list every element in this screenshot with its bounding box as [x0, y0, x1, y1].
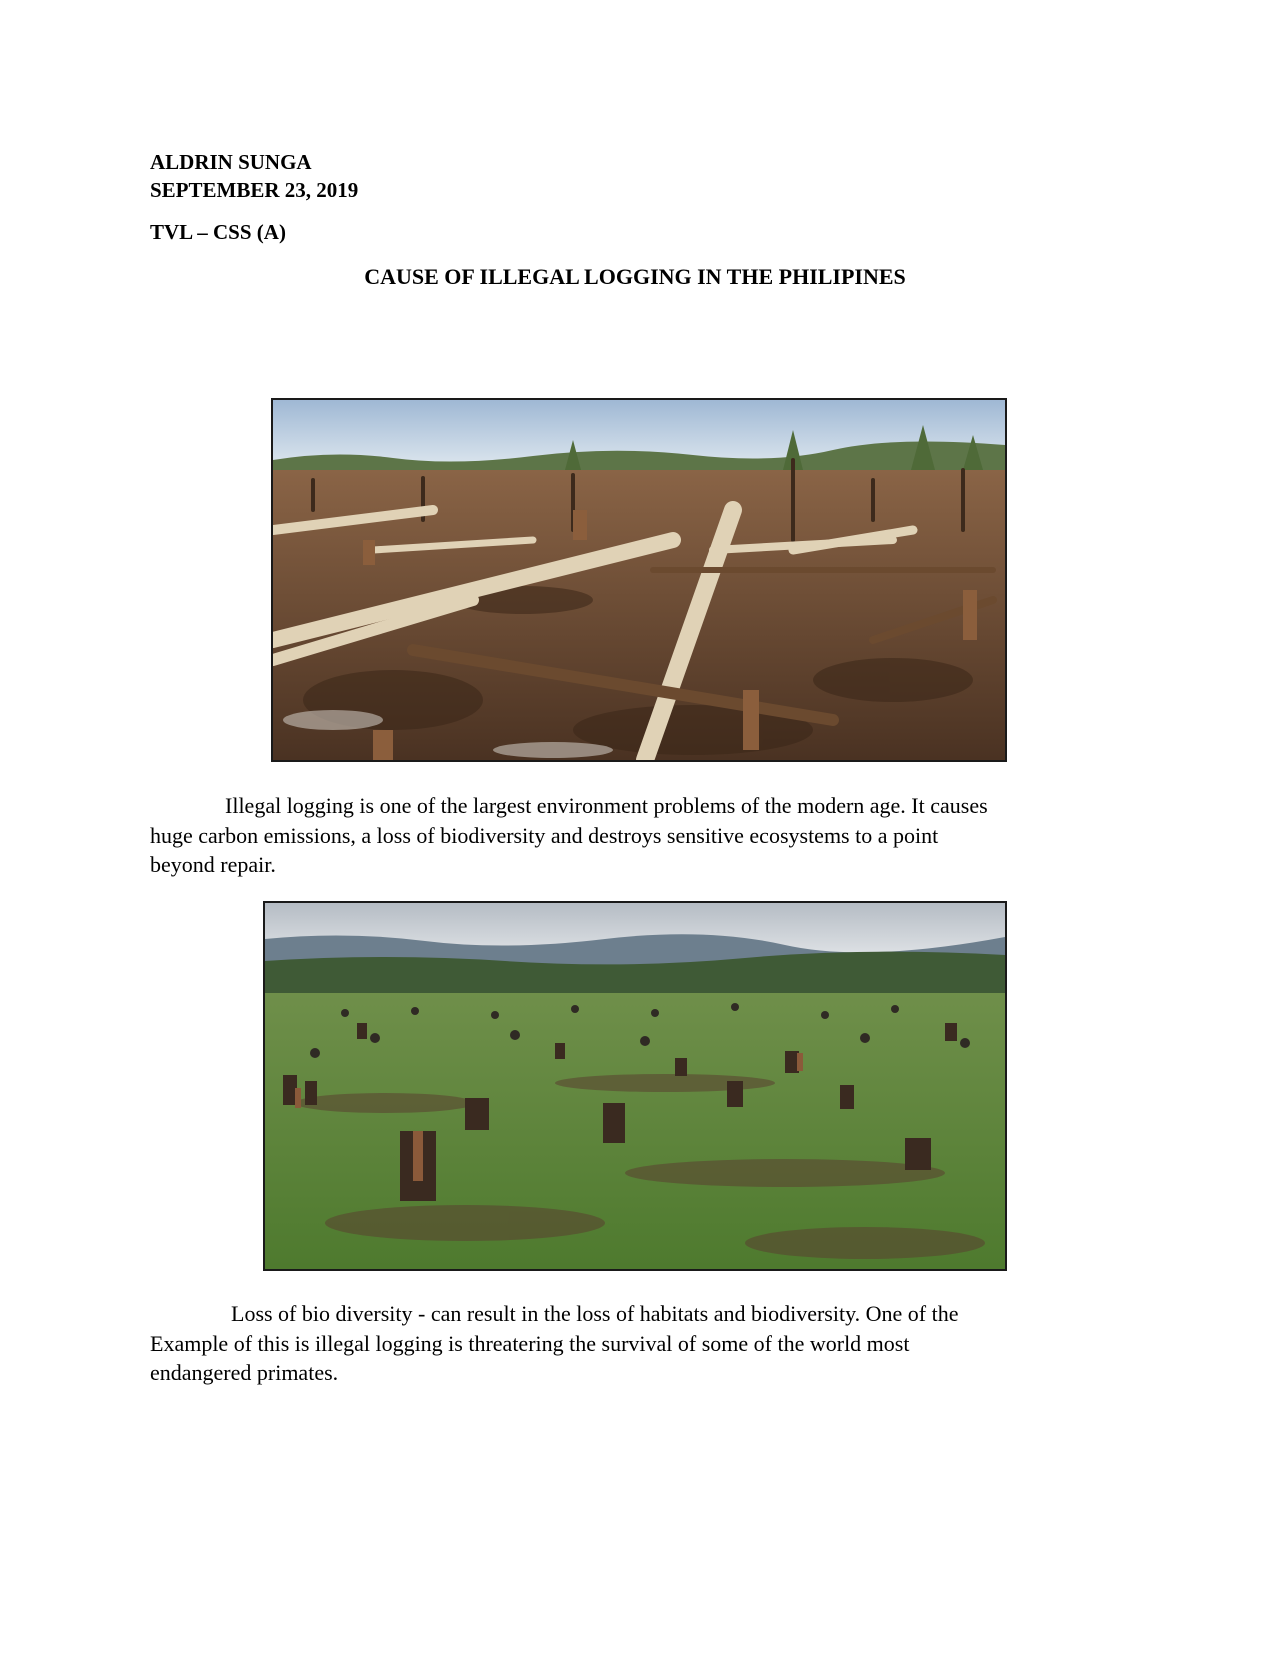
section-label: TVL – CSS (A): [150, 220, 286, 244]
document-date: SEPTEMBER 23, 2019: [150, 178, 359, 202]
document-title: CAUSE OF ILLEGAL LOGGING IN THE PHILIPINES: [364, 264, 906, 289]
photo-tree-stumps-image: [265, 903, 1005, 1269]
photo-fallen-logs: [271, 398, 1007, 762]
paragraph-1-line-3: beyond repair.: [150, 852, 276, 877]
paragraph-1-line-2: huge carbon emissions, a loss of biodiversity and destroys sensitive ecosystems to a point: [150, 822, 939, 848]
photo-fallen-logs-image: [273, 400, 1005, 760]
photo-tree-stumps: [263, 901, 1007, 1271]
paragraph-2-line-1: Loss of bio diversity - can result in the loss of habitats and biodiversity. One of the: [231, 1301, 959, 1326]
paragraph-1-line-1: Illegal logging is one of the largest environment problems of the modern age. It causes: [225, 793, 988, 818]
paragraph-1: [150, 791, 1110, 880]
paragraph-2: [150, 1299, 1110, 1388]
paragraph-2-line-2: Example of this is illegal logging is threatering the survival of some of the world most: [150, 1330, 910, 1356]
paragraph-2-line-3: endangered primates.: [150, 1360, 339, 1385]
author-name: ALDRIN SUNGA: [150, 150, 312, 174]
